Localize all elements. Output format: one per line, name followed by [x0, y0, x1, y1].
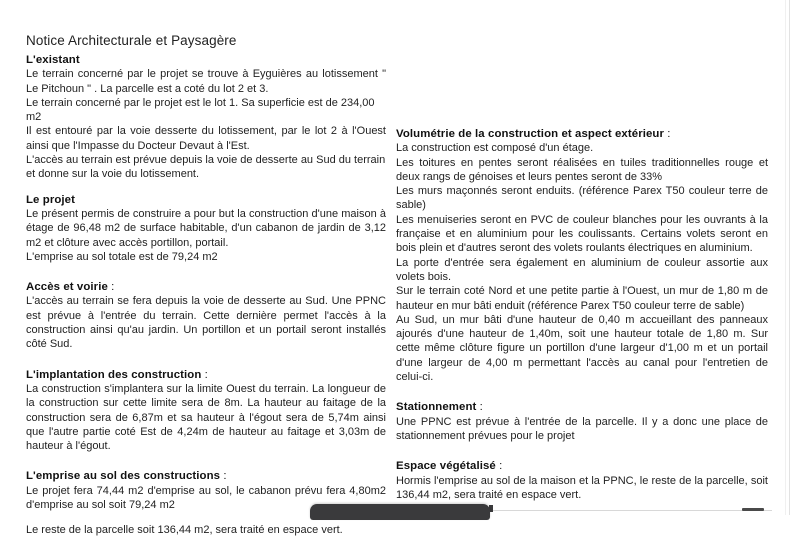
paragraph: La construction s'implantera sur la limite Ouest du terrain. La longueur de la construction sur cette limite sera de 8m. La hauteur au faitage de la construction sera de 6,87m et sa hauteur à l'égout sera de 5,74m ainsi que l'autre partie coté Est de 4,24m de hauteur au faitage et 3,03m de hauteur à l'égout. [26, 382, 386, 453]
paragraph: Les menuiseries seront en PVC de couleur blanches pour les ouvrants à la française et en aluminium pour les coulissants. Certains volets seront en bois plein et d'autres seront des volets roulants électriques en aluminium. [396, 213, 768, 255]
section-acces-et-voirie [26, 280, 386, 351]
section-body [26, 207, 386, 264]
section-heading: Volumétrie de la construction et aspect extérieur : [396, 128, 671, 140]
paragraph: Le terrain concerné par le projet se trouve à Eyguières au lotissement " Le Pitchoun " . La parcelle est a coté du lot 2 et 3. [26, 68, 386, 95]
horizontal-scrollbar-thumb[interactable] [742, 508, 764, 511]
paragraph: Les murs maçonnés seront enduits. (référence Parex T50 couleur terre de sable) [396, 185, 768, 212]
bottom-toolbar[interactable] [310, 504, 490, 520]
paragraph: Le reste de la parcelle soit 136,44 m2, sera traité en espace vert. [26, 524, 343, 537]
paragraph: La porte d'entrée sera également en aluminium de couleur assortie aux volets bois. [396, 256, 768, 283]
section-body [26, 382, 386, 453]
section-heading: L'implantation des construction : [26, 368, 208, 381]
paragraph: Sur le terrain coté Nord et une petite partie à l'Ouest, un mur de 1,80 m de hauteur en mur bâti enduit (référence Parex T50 couleur terre de sable) [396, 285, 768, 312]
section-body [26, 294, 386, 351]
paragraph: L'accès au terrain est prévue depuis la voie de desserte au Sud du terrain et donne sur la voie du lotissement. [26, 154, 386, 181]
section-stationnement [396, 400, 768, 443]
vertical-scrollbar-track[interactable] [789, 0, 790, 515]
left-column [26, 53, 386, 538]
section-body [396, 415, 768, 444]
right-column [396, 127, 768, 502]
section-lexistant [26, 53, 386, 182]
paragraph: Il est entouré par la voie desserte du lotissement, par le lot 2 à l'Ouest ainsi que l'Impasse du Docteur Devaut à l'Est. [26, 125, 386, 152]
spacer [26, 453, 386, 469]
spacer [26, 264, 386, 280]
paragraph: Le projet fera 74,44 m2 d'emprise au sol, le cabanon prévu fera 4,80m2 d'emprise au sol soit 79,24 m2 [26, 484, 386, 512]
paragraph: L'emprise au sol totale est de 79,24 m2 [26, 250, 218, 263]
section-body [26, 67, 386, 181]
page-title: Notice Architecturale et Paysagère [26, 33, 237, 48]
closing-note [26, 523, 386, 537]
section-implantation [26, 368, 386, 454]
section-heading: Accès et voirie : [26, 281, 115, 294]
section-espace-vegetalise [396, 459, 768, 502]
spacer [26, 182, 386, 193]
paragraph: Les toitures en pentes seront réalisées en tuiles traditionnelles rouge et deux rangs de génoises et leurs pentes seront de 33% [396, 156, 768, 183]
paragraph: Le terrain concerné par le projet est le lot 1. Sa superficie est de 234,00 m2 [26, 96, 375, 124]
section-body [396, 141, 768, 384]
paragraph: L'accès au terrain se fera depuis la voie de desserte au Sud. Une PPNC est prévue à l'entrée du terrain. Cette dernière permet l'accès à la construction ainsi qu'au jardin. Un portillon et un portail seront installés côté Sud. [26, 295, 386, 351]
section-heading: L'emprise au sol des constructions : [26, 470, 227, 483]
spacer [396, 443, 768, 459]
paragraph: Le présent permis de construire a pour but la construction d'une maison à étage de 96,48 m2 de surface habitable, d'un cabanon de jardin de 3,12 m2 et clôture avec accès portillon, portail. [26, 207, 386, 249]
section-heading: L'existant [26, 54, 80, 66]
section-heading: Espace végétalisé : [396, 460, 503, 473]
paragraph: Une PPNC est prévue à l'entrée de la parcelle. Il y a donc une place de stationnement prévues pour le projet [396, 415, 768, 442]
spacer [26, 352, 386, 368]
section-heading: Stationnement : [396, 401, 483, 414]
scrollbar-track-outer [785, 0, 786, 515]
section-le-projet [26, 193, 386, 264]
horizontal-scrollbar-track[interactable] [492, 510, 772, 511]
section-body [396, 474, 768, 503]
paragraph: La construction est composé d'un étage. [396, 142, 594, 155]
section-heading: Le projet [26, 193, 75, 206]
paragraph: Hormis l'emprise au sol de la maison et la PPNC, le reste de la parcelle, soit 136,44 m2, sera traité en espace vert. [396, 474, 768, 501]
paragraph: Au Sud, un mur bâti d'une hauteur de 0,40 m accueillant des panneaux ajourés d'une hauteur de 1,40m, soit une hauteur totale de 1,80 m. Sur cette même clôture figure un portillon d'une largeur d'1,00 m et un portail d'une largeur de 4,00 m permettant l'accès au canal pour l'entretien de celui-ci. [396, 313, 768, 384]
spacer [396, 384, 768, 400]
section-volumetrie [396, 127, 768, 384]
